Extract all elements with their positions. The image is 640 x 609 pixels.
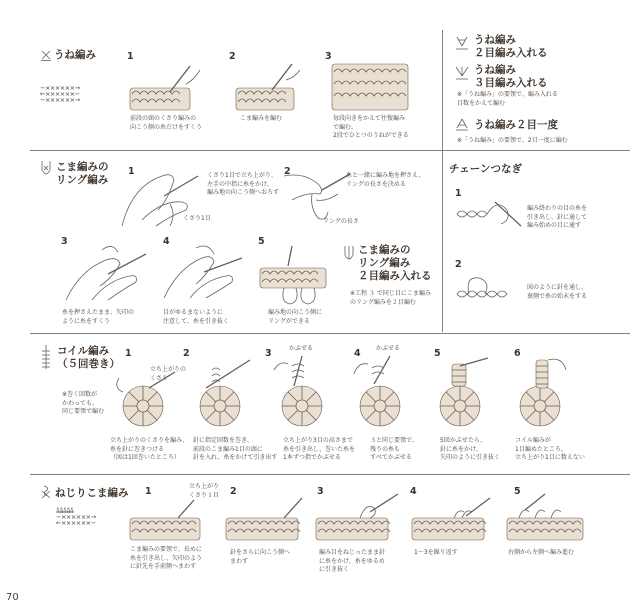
ring-step-2-num: 2 xyxy=(284,166,291,177)
une-title: うね編み xyxy=(54,49,96,61)
nejiri-step-5-num: 5 xyxy=(514,486,521,497)
coil-step-2-illustration xyxy=(192,360,256,432)
ring-step-4-caption: 目がゆるまないように 注意して、糸を引き抜く xyxy=(163,309,229,325)
ring-2-in-icon xyxy=(343,245,355,263)
ring-step-5-illustration xyxy=(258,246,338,306)
ring-step-2-label: リングの長さ xyxy=(323,218,359,225)
une-variant-2-tog-title: うね編み２目一度 xyxy=(474,119,558,131)
coil-title: コイル編み （５回巻き） xyxy=(57,345,120,370)
chain-join-step-1-num: 1 xyxy=(455,188,462,199)
coil-step-2-num: 2 xyxy=(183,348,190,359)
nejiri-step-4-illustration xyxy=(410,498,492,544)
une-symbol-chart: −××××××→ ←××××××− −××××××→ xyxy=(40,84,80,104)
une-step-3-illustration xyxy=(328,56,414,114)
coil-step-6-num: 6 xyxy=(514,348,521,359)
coil-step-1-caption: 立ち上がりのくさりを編み、 糸を針に巻きつける （図は1回巻いたところ） xyxy=(110,437,189,461)
ring-step-3-caption: 糸を押さえたまま、矢印の ように糸をすくう xyxy=(62,309,135,325)
divider-vertical-right xyxy=(442,30,443,332)
nejiri-step-3-num: 3 xyxy=(317,486,324,497)
coil-label-kaseru-4: かぶせる xyxy=(376,345,401,352)
ring-step-3-num: 3 xyxy=(61,236,68,247)
coil-label-tachiagari: 立ち上がりの くさり xyxy=(150,366,187,382)
nejiri-step-2-num: 2 xyxy=(230,486,237,497)
une-step-3-caption: 毎段向きをかえて往復編み で編む。 2段でひとつのうねができる xyxy=(333,115,409,139)
coil-step-5-illustration xyxy=(430,356,496,432)
une-2-in-icon xyxy=(455,36,469,50)
coil-step-1-illustration xyxy=(113,372,177,432)
nejiri-step-1-num: 1 xyxy=(145,486,152,497)
nejiri-step-1-illustration xyxy=(128,500,206,544)
chain-join-title: チェーンつなぎ xyxy=(449,163,522,175)
coil-step-6-illustration xyxy=(510,356,576,432)
une-variant-note-1: ※「うね編み」の要領で、編み入れる 目数をかえて編む xyxy=(457,91,558,107)
coil-step-3-caption: 立ち上がり3目の高さまで 糸を引き出し、巻いた糸を 1本ずつ指でかぶせる xyxy=(283,437,356,461)
une-step-1-caption: 前段の頭のくさり編みの 向こう側の糸だけをすくう xyxy=(130,115,203,131)
ring-step-1-num: 1 xyxy=(128,166,135,177)
ring-step-5-caption: 編み地の向こう側に リングができる xyxy=(268,309,323,325)
coil-step-5-num: 5 xyxy=(434,348,441,359)
une-step-2-illustration xyxy=(232,64,308,114)
coil-note: ※巻く回数が かわっても、 同じ要領で編む xyxy=(62,391,105,415)
une-step-1-illustration xyxy=(126,64,204,114)
chain-join-step-2-illustration xyxy=(455,272,523,308)
coil-step-3-illustration xyxy=(272,356,338,432)
une-step-3-num: 3 xyxy=(325,51,332,62)
chain-join-step-2-num: 2 xyxy=(455,259,462,270)
nejiri-step-4-num: 4 xyxy=(410,486,417,497)
ring-step-5-num: 5 xyxy=(258,236,265,247)
ring-variant-note: ※工程 ３ で同じ目にこま編み のリング編みを２目編む xyxy=(350,290,431,306)
une-step-2-caption: こま編みを編む xyxy=(240,115,283,122)
une-2-tog-icon xyxy=(455,117,469,131)
ring-step-4-illustration xyxy=(160,240,244,304)
coil-step-5-caption: 5回かぶせたら、 針に糸をかけ、 矢印のように引き抜く xyxy=(440,437,501,461)
divider-middle xyxy=(30,333,630,334)
ring-variant-title: こま編みの リング編み ２目編み入れる xyxy=(358,244,432,282)
coil-label-kaseru-3: かぶせる xyxy=(289,345,314,352)
ring-title: こま編みの リング編み xyxy=(56,161,109,186)
une-step-2-num: 2 xyxy=(229,51,236,62)
ring-step-4-num: 4 xyxy=(163,236,170,247)
coil-step-6-caption: コイル編みが 1目編めたところ。 立ち上がり1目に数えない xyxy=(515,437,585,461)
coil-symbol-icon xyxy=(41,345,51,369)
nejiri-step-4-caption: 1～3を繰り返す xyxy=(414,549,458,556)
nejiri-step-2-caption: 針をさらに向こう側へ まわす xyxy=(230,549,291,565)
nejiri-step-5-caption: 右側から左側へ編み進む xyxy=(508,549,575,556)
ring-step-1-caption: くさり1目で立ち上がり、 左手の中指に糸をかけ、 編み地の向こう側へおろす xyxy=(207,172,280,196)
chain-join-step-1-illustration xyxy=(455,198,523,234)
page-number: 70 xyxy=(6,592,19,603)
nejiri-step-2-illustration xyxy=(224,498,304,544)
ring-symbol-icon xyxy=(40,160,52,178)
nejiri-step-1-caption: こま編みの要領で、長めに 糸を引き出し、矢印のよう に針先を手前側へまわす xyxy=(130,546,203,570)
une-3-in-icon xyxy=(455,66,469,80)
ring-step-3-illustration xyxy=(62,240,148,306)
une-symbol-icon xyxy=(40,49,52,61)
nejiri-title: ねじりこま編み xyxy=(55,487,129,499)
nejiri-label-tachiagari: 立ち上がり くさり１目 xyxy=(189,483,220,499)
une-step-1-num: 1 xyxy=(127,51,134,62)
ring-step-1-label: くさり1目 xyxy=(183,215,211,222)
ring-step-2-caption: 糸と一緒に編み地を押さえ、 リングの長さを決める xyxy=(346,172,425,188)
coil-step-4-num: 4 xyxy=(354,348,361,359)
coil-step-1-num: 1 xyxy=(125,348,132,359)
nejiri-step-3-caption: 編み目をねじったまま針 に糸をかけ、糸をゆるめ に引き抜く xyxy=(319,549,386,573)
coil-step-3-num: 3 xyxy=(265,348,272,359)
une-variant-3-in-title: うね編み ３目編み入れる xyxy=(474,64,548,89)
nejiri-step-5-illustration xyxy=(505,494,591,544)
une-variant-note-2: ※「うね編み」の要領で、2目一度に編む xyxy=(457,137,568,144)
divider-lower xyxy=(30,474,630,475)
une-variant-2-in-title: うね編み ２目編み入れる xyxy=(474,34,548,59)
coil-step-4-caption: ３と同じ要領で、 残りの糸も すべてかぶせる xyxy=(370,437,418,461)
divider-top xyxy=(30,150,630,151)
nejiri-step-3-illustration xyxy=(314,494,400,544)
chain-join-step-1-caption: 編み終わりの目の糸を 引き出し、針に通して 編み始めの目に通す xyxy=(527,205,588,229)
chain-join-step-2-caption: 図のように針を通し、 裏側で糸の始末をする xyxy=(527,284,588,300)
nejiri-symbol-chart: ååååå −××××××→ ←××××××− xyxy=(56,507,96,527)
nejiri-symbol-icon xyxy=(40,485,52,499)
coil-step-4-illustration xyxy=(350,356,416,432)
coil-step-2-caption: 針に指定回数を巻き、 前段のこま編み1目の頭に 針を入れ、糸をかけて引き出す xyxy=(193,437,278,461)
